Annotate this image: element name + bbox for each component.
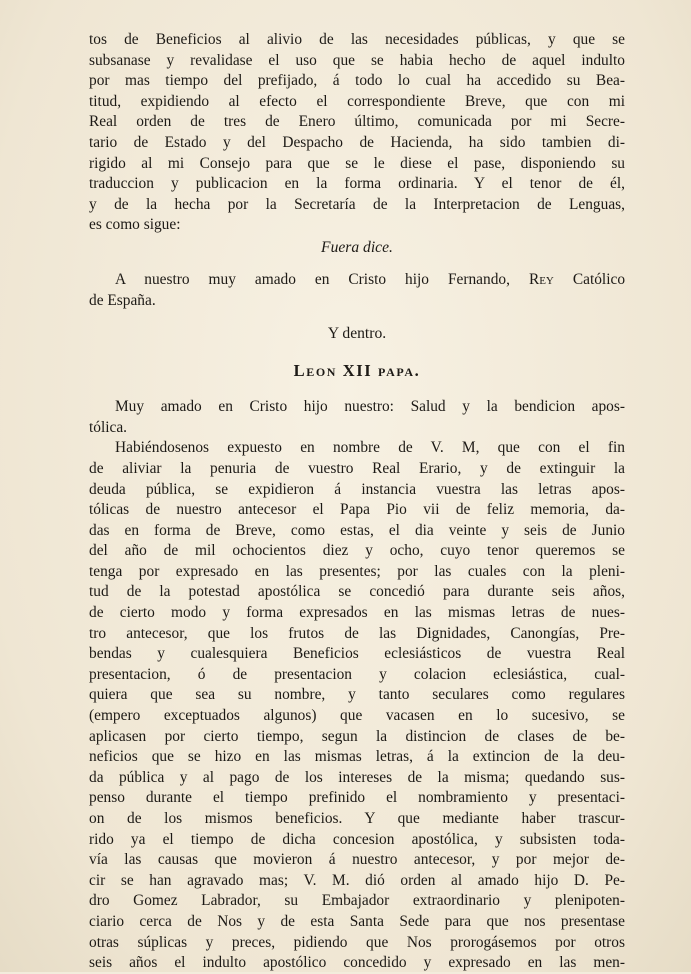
text-line: tólicas de nuestro antecesor el Papa Pio vii de feliz memoria, da-: [89, 501, 625, 519]
text-line: tólica.: [89, 418, 128, 436]
text-line: presentacion, ó de presentacion y colacion eclesiástica, cual-: [89, 665, 625, 683]
letter-body: [89, 397, 625, 974]
text-line: de aliviar la penuria de vuestro Real Erario, y de extinguir la: [89, 459, 625, 477]
text-line: deuda pública, se expidieron á instancia vuestra las letras apos-: [89, 480, 625, 498]
small-caps-word: Rey: [528, 270, 554, 288]
text-line: rido ya el tiempo de dicha concesion apostólica, y subsisten toda-: [89, 830, 625, 848]
text-line: cir se han agravado mas; V. M. dió orden al amado hijo D. Pe-: [89, 871, 625, 889]
text-line: bendas y cualesquiera Beneficios eclesiásticos de vuestra Real: [89, 645, 625, 663]
text-line: de cierto modo y forma expresados en las mismas letras de nues-: [89, 604, 625, 622]
fuera-dice: Fuera dice.: [321, 238, 393, 256]
text-line: subsanase y revalidase el uso que se habia hecho de aquel indulto: [89, 51, 625, 69]
y-dentro: Y dentro.: [327, 325, 387, 343]
text-line: seis años el indulto apostólico concedido y expresado en las men-: [89, 954, 625, 972]
text-line: Habiéndosenos expuesto en nombre de V. M, que con el fin: [115, 439, 625, 457]
address-block: [89, 270, 625, 311]
text-line: por mas tiempo del prefijado, á todo lo cual ha accedido su Bea-: [89, 72, 625, 90]
text-line: das en forma de Breve, como estas, el dia veinte y seis de Junio: [89, 521, 625, 539]
text-line: tro antecesor, que los frutos de las Dignidades, Canongías, Pre-: [89, 624, 625, 642]
text-line: titud, expidiendo al efecto el correspondiente Breve, que con mi: [89, 92, 625, 110]
top-paragraph: [89, 30, 625, 236]
text-line: quiera que sea su nombre, y tanto seculares como regulares: [89, 686, 625, 704]
text-line: traduccion y publicacion en la forma ordinaria. Y el tenor de él,: [89, 175, 625, 193]
text-line: del año de mil ochocientos diez y ocho, cuyo tenor queremos se: [89, 542, 625, 560]
text-line: penso durante el tiempo prefinido el nombramiento y presentaci-: [89, 789, 625, 807]
address-line: A nuestro muy amado en Cristo hijo Fernando, Rey Católico: [115, 270, 626, 288]
text-line: Muy amado en Cristo hijo nuestro: Salud y la bendicion apos-: [115, 398, 625, 416]
text-line: es como sigue:: [89, 216, 181, 234]
text-line: aplicasen por cierto tiempo, segun la distincion de clases de be-: [89, 727, 625, 745]
text-line: rigido al mi Consejo para que se le diese el pase, disponiendo su: [89, 154, 625, 172]
text-line: dro Gomez Labrador, su Embajador extraordinario y plenipoten-: [89, 892, 625, 910]
text-line: tario de Estado y del Despacho de Hacienda, ha sido tambien di-: [89, 133, 625, 151]
text-line: da pública y al pago de los intereses de la misma; quedando sus-: [89, 768, 625, 786]
section-heading: Leon XII papa.: [293, 361, 421, 381]
text-line: tud de la potestad apostólica se concedió para durante seis años,: [89, 583, 625, 601]
text-line: on de los mismos beneficios. Y que mediante haber trascur-: [89, 810, 625, 827]
text-line: tenga por expresado en las presentes; por las cuales con la pleni-: [89, 562, 625, 580]
address-line: de España.: [89, 291, 156, 309]
text-line: neficios que se hizo en las mismas letras, á la extincion de la deu-: [89, 748, 625, 766]
text-line: vía las causas que movieron á nuestro antecesor, y por mejor de-: [89, 851, 625, 869]
text-line: Real orden de tres de Enero último, comunicada por mi Secre-: [89, 113, 625, 131]
text-line: otras súplicas y preces, pidiendo que Nos prorogásemos por otros: [89, 933, 625, 951]
text-line: (empero exceptuados algunos) que vacasen en lo sucesivo, se: [89, 707, 625, 725]
text-line: ciario cerca de Nos y de esta Santa Sede para que nos presentase: [89, 912, 625, 930]
text-line: tos de Beneficios al alivio de las necesidades públicas, y que se: [89, 31, 625, 48]
text-line: y de la hecha por la Secretaría de la Interpretacion de Lenguas,: [89, 195, 625, 213]
